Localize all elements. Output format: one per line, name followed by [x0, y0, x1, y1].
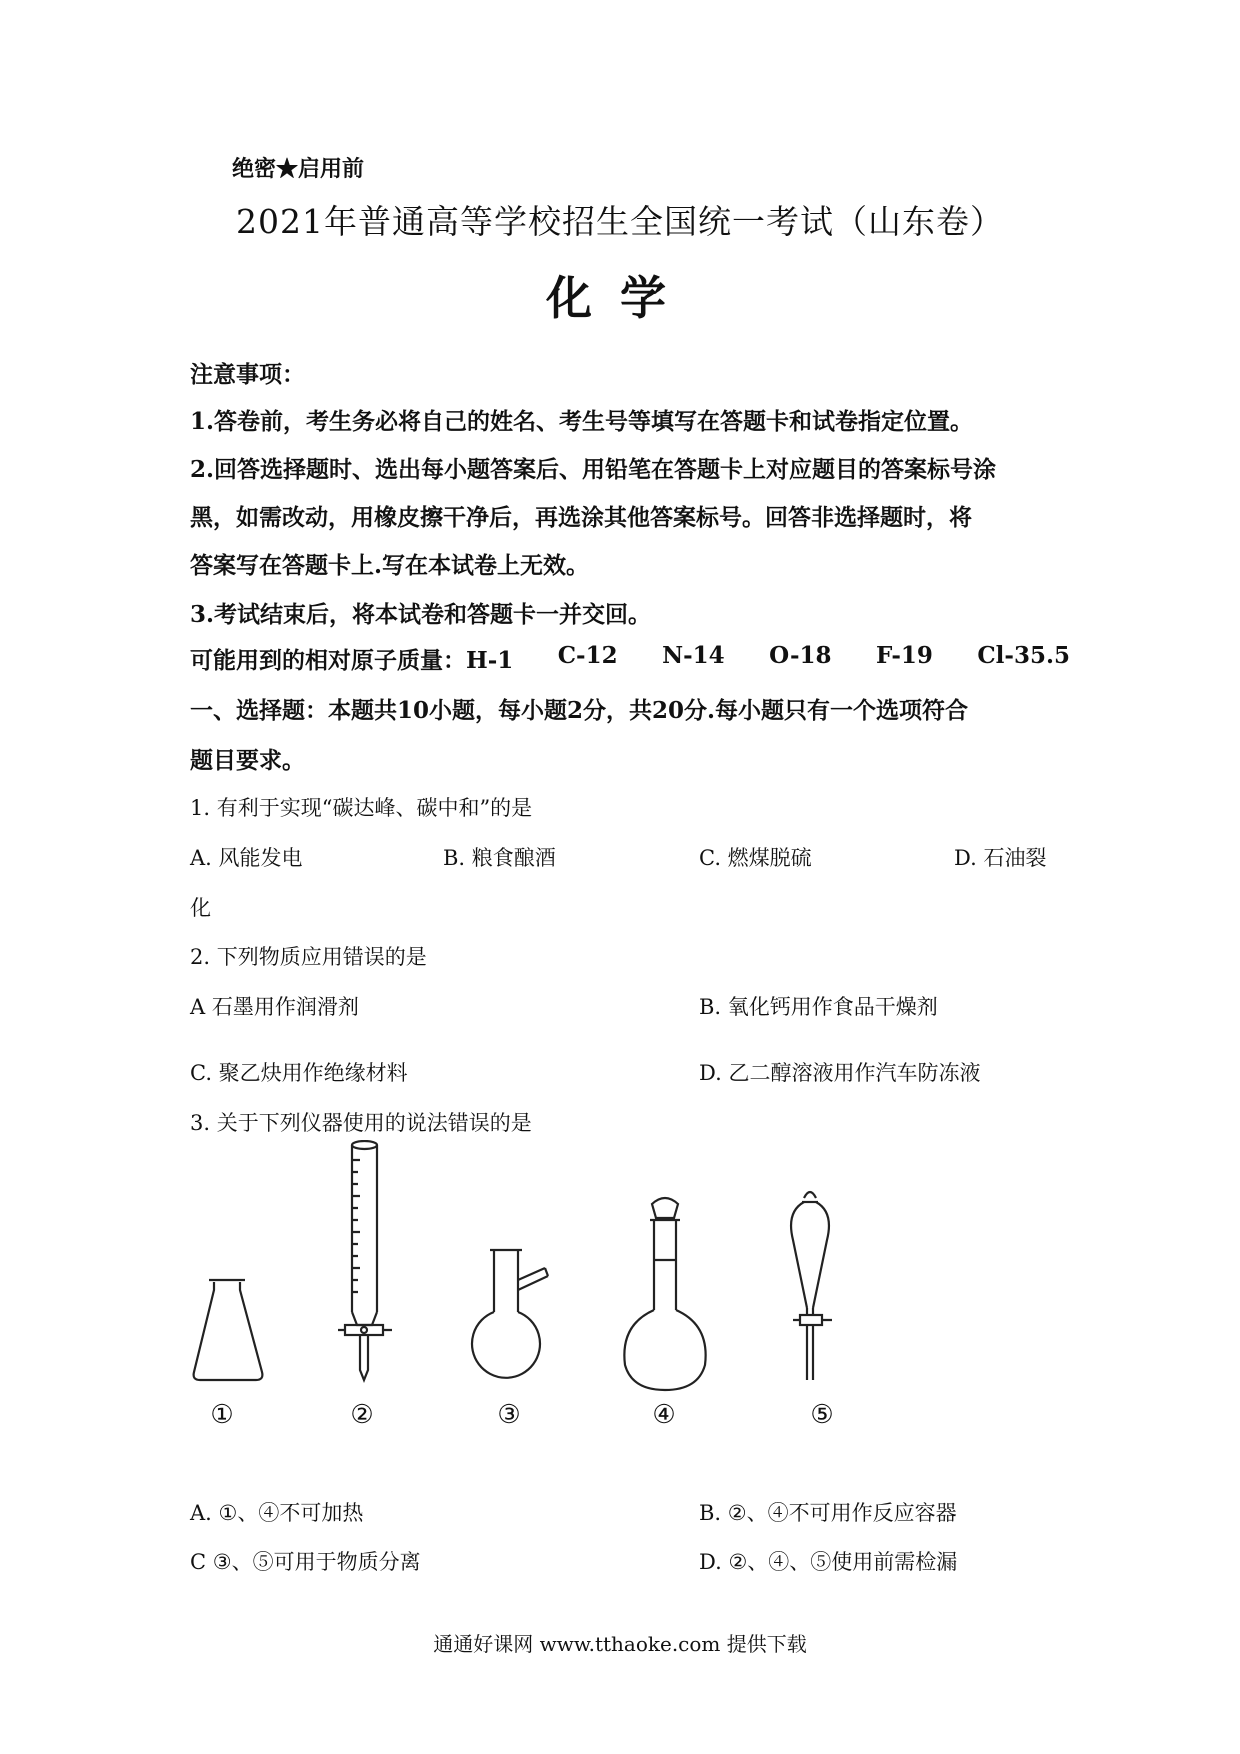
q1-option-d: D. 石油裂 [954, 846, 1047, 870]
q2-option-c: C. 聚乙炔用作绝缘材料 [190, 1061, 408, 1085]
q2-option-b: B. 氧化钙用作食品干燥剂 [699, 995, 938, 1019]
q1-option-c: C. 燃煤脱硫 [699, 846, 812, 870]
burette-icon [338, 1141, 392, 1380]
question-1-stem: 1. 有利于实现“碳达峰、碳中和”的是 [190, 796, 533, 820]
q1-option-a: A. 风能发电 [190, 846, 303, 870]
question-2-stem: 2. 下列物质应用错误的是 [190, 945, 427, 969]
apparatus-label-3: ③ [497, 1400, 521, 1430]
q2-option-a: A 石墨用作润滑剂 [190, 995, 359, 1019]
section-heading: 一、选择题：本题共10小题，每小题2分，共20分.每小题只有一个选项符合 [190, 697, 969, 724]
footer-watermark: 通通好课网 www.tthaoke.com 提供下载 [433, 1632, 807, 1656]
q1-option-d-wrap: 化 [190, 896, 211, 920]
mass-value: Cl-35.5 [977, 642, 1070, 669]
volumetric-flask-icon [624, 1198, 705, 1390]
note-line: 1.答卷前，考生务必将自己的姓名、考生号等填写在答题卡和试卷指定位置。 [190, 408, 974, 435]
note-line: 答案写在答题卡上.写在本试卷上无效。 [190, 552, 590, 579]
conical-flask-icon [194, 1280, 263, 1380]
notes-heading: 注意事项： [190, 361, 305, 388]
exam-title: 2021年普通高等学校招生全国统一考试（山东卷） [236, 202, 1004, 241]
section-heading-cont: 题目要求。 [190, 747, 305, 774]
q1-option-b: B. 粮食酿酒 [443, 846, 556, 870]
note-line: 3.考试结束后，将本试卷和答题卡一并交回。 [190, 601, 652, 628]
distillation-flask-icon [472, 1250, 548, 1378]
mass-value: O-18 [769, 642, 832, 669]
subject-title: 化学 [546, 271, 694, 325]
q2-option-d: D. 乙二醇溶液用作汽车防冻液 [699, 1061, 981, 1085]
apparatus-figure [0, 1140, 1240, 1400]
note-line: 黑，如需改动，用橡皮擦干净后，再选涂其他答案标号。回答非选择题时，将 [190, 504, 972, 531]
note-line: 2.回答选择题时、选出每小题答案后、用铅笔在答题卡上对应题目的答案标号涂 [190, 456, 997, 483]
apparatus-label-1: ① [210, 1400, 234, 1430]
q3-option-a: A. ①、④不可加热 [190, 1501, 364, 1525]
apparatus-label-5: ⑤ [810, 1400, 834, 1430]
apparatus-label-2: ② [350, 1400, 374, 1430]
mass-value: F-19 [876, 642, 933, 669]
secret-label: 绝密★启用前 [232, 156, 365, 182]
q3-option-c: C ③、⑤可用于物质分离 [190, 1550, 421, 1574]
apparatus-label-4: ④ [652, 1400, 676, 1430]
question-3-stem: 3. 关于下列仪器使用的说法错误的是 [190, 1111, 532, 1135]
atomic-masses [190, 642, 1070, 675]
separatory-funnel-icon [791, 1192, 832, 1380]
mass-value: C-12 [557, 642, 618, 669]
q3-option-b: B. ②、④不可用作反应容器 [699, 1501, 957, 1525]
mass-value: N-14 [662, 642, 725, 669]
q3-option-d: D. ②、④、⑤使用前需检漏 [699, 1550, 958, 1574]
masses-label: 可能用到的相对原子质量：H-1 [190, 647, 514, 674]
